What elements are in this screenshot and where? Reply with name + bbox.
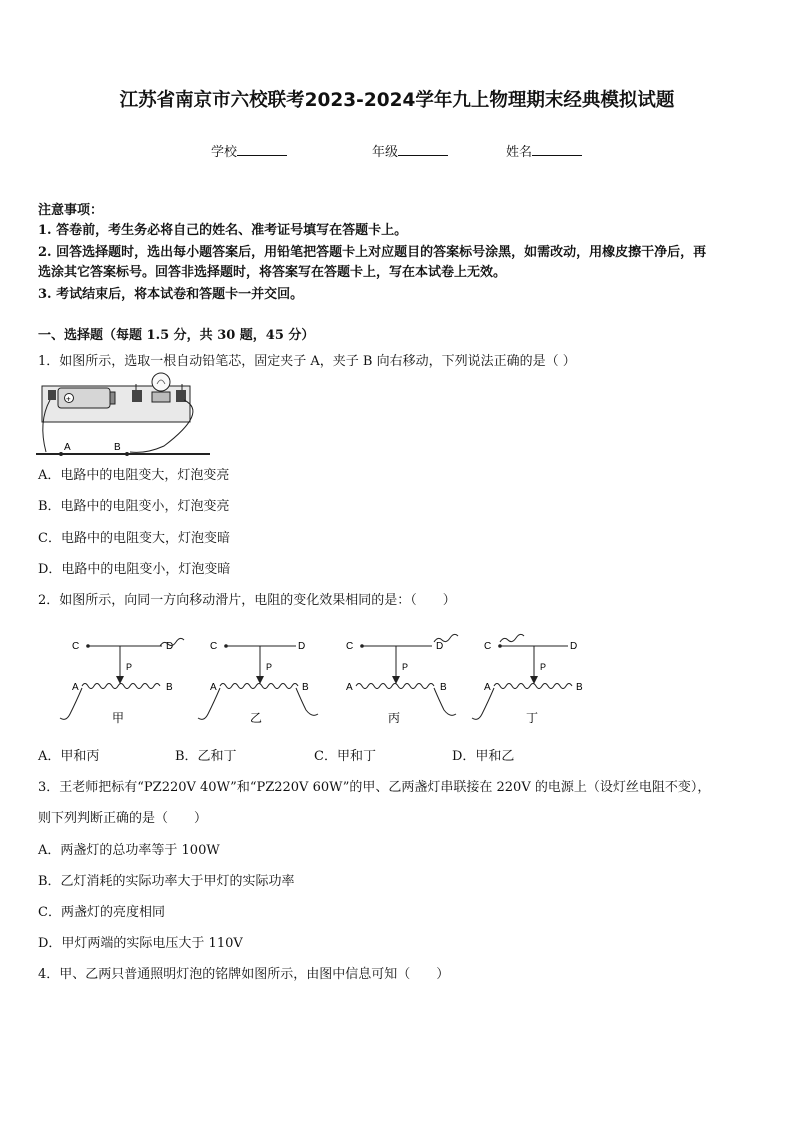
bing-label-a: A <box>346 682 353 693</box>
q3-stem-line1: 3．王老师把标有“PZ220V 40W”和“PZ220V 60W”的甲、乙两盏灯串联接在 220V 的电源上（设灯丝电阻不变）， <box>38 780 711 795</box>
yi-label-p: P <box>266 662 273 672</box>
panel-label-ding: 丁 <box>526 711 539 725</box>
q2-option-b: B．乙和丁 <box>175 749 237 764</box>
notice-item-2-cont: 选涂其它答案标号。回答非选择题时，将答案写在答题卡上，写在本试卷上无效。 <box>38 265 507 280</box>
jia-label-p: P <box>126 662 133 672</box>
q3-option-d: D．甲灯两端的实际电压大于 110V <box>38 936 243 951</box>
q2-panel-bing <box>346 634 458 725</box>
yi-label-c: C <box>210 641 218 652</box>
q2-option-c: C．甲和丁 <box>314 749 376 764</box>
q1-option-d: D．电路中的电阻变小，灯泡变暗 <box>38 562 231 577</box>
q3-option-c: C．两盏灯的亮度相同 <box>38 905 165 920</box>
panel-label-yi: 乙 <box>250 711 263 725</box>
bing-label-d: D <box>436 641 444 652</box>
ding-label-b: B <box>576 682 583 693</box>
jia-label-a: A <box>72 682 79 693</box>
q2-rheostat-figures <box>50 624 590 734</box>
ding-label-c: C <box>484 641 492 652</box>
name-field <box>506 141 582 160</box>
q3-option-b: B．乙灯消耗的实际功率大于甲灯的实际功率 <box>38 874 295 889</box>
ding-label-d: D <box>570 641 578 652</box>
panel-label-bing: 丙 <box>388 711 401 725</box>
name-label: 姓名 <box>506 145 533 160</box>
school-label: 学校 <box>211 145 238 160</box>
yi-label-b: B <box>302 682 309 693</box>
section-heading: 一、选择题（每题 1.5 分，共 30 题，45 分） <box>38 328 315 343</box>
svg-text:+: + <box>66 394 71 404</box>
q3-stem-line2: 则下列判断正确的是（ ） <box>38 811 208 826</box>
notice-item-1: 1. 答卷前，考生务必将自己的姓名、准考证号填写在答题卡上。 <box>38 223 408 238</box>
yi-label-d: D <box>298 641 306 652</box>
bing-label-c: C <box>346 641 354 652</box>
ding-label-p: P <box>540 662 547 672</box>
q1-option-c: C．电路中的电阻变大，灯泡变暗 <box>38 531 230 546</box>
q2-panel-jia <box>60 638 184 725</box>
notice-heading: 注意事项： <box>38 203 104 218</box>
grade-label: 年级 <box>372 145 399 160</box>
page-title: 江苏省南京市六校联考2023-2024学年九上物理期末经典模拟试题 <box>119 90 675 111</box>
q3-option-a: A．两盏灯的总功率等于 100W <box>38 843 220 858</box>
q1-option-b: B．电路中的电阻变小，灯泡变亮 <box>38 499 230 514</box>
q2-panel-ding <box>472 634 583 725</box>
school-blank <box>237 142 287 156</box>
notice-item-3: 3. 考试结束后，将本试卷和答题卡一并交回。 <box>38 287 304 302</box>
q1-stem: 1．如图所示，选取一根自动铅笔芯，固定夹子 A，夹子 B 向右移动，下列说法正确的是（ ） <box>38 354 576 369</box>
q1-circuit-figure <box>34 372 214 460</box>
grade-blank <box>398 142 448 156</box>
grade-field <box>372 141 448 160</box>
q1-option-a: A．电路中的电阻变大，灯泡变亮 <box>38 468 230 483</box>
q2-panel-yi <box>198 641 318 725</box>
q2-option-d: D．甲和乙 <box>452 749 515 764</box>
jia-label-b: B <box>166 682 173 693</box>
q4-stem: 4．甲、乙两只普通照明灯泡的铭牌如图所示，由图中信息可知（ ） <box>38 967 450 982</box>
yi-label-a: A <box>210 682 217 693</box>
q1-label-b: B <box>114 442 121 453</box>
bing-label-b: B <box>440 682 447 693</box>
q2-option-a: A．甲和丙 <box>38 749 100 764</box>
ding-label-a: A <box>484 682 491 693</box>
q2-stem: 2．如图所示，向同一方向移动滑片，电阻的变化效果相同的是：（ ） <box>38 593 456 608</box>
q1-label-a: A <box>64 442 71 453</box>
jia-label-c: C <box>72 641 80 652</box>
name-blank <box>532 142 582 156</box>
bing-label-p: P <box>402 662 409 672</box>
panel-label-jia: 甲 <box>112 711 125 725</box>
school-field <box>211 141 287 160</box>
notice-item-2: 2. 回答选择题时，选出每小题答案后，用铅笔把答题卡上对应题目的答案标号涂黑，如需改动，用橡皮擦干净后，再 <box>38 245 707 260</box>
jia-label-d: D <box>166 641 174 652</box>
